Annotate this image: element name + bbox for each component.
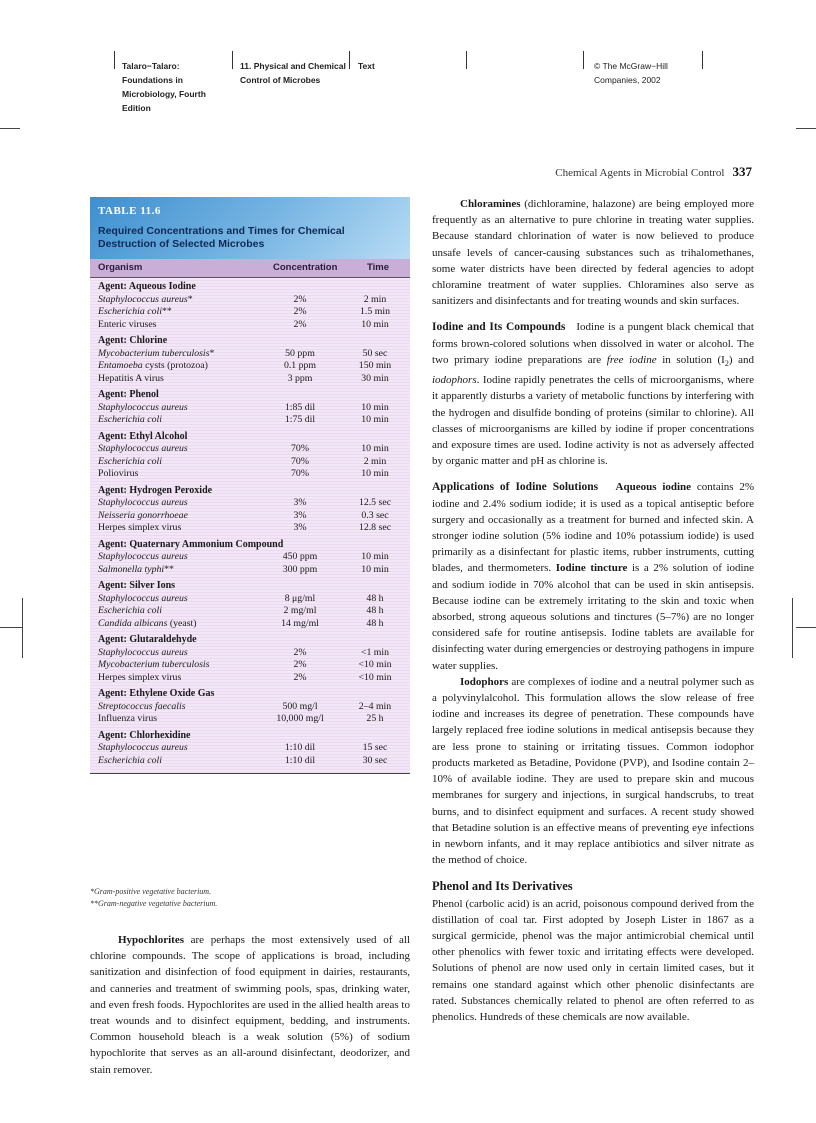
organism-name: Escherichia coli — [98, 605, 162, 616]
organism-cell — [98, 659, 209, 672]
concentration-cell: 3 ppm — [287, 372, 313, 384]
organism-name: Entamoeba — [98, 360, 143, 371]
footnote-gram-negative: **Gram-negative vegetative bacterium. — [90, 899, 218, 908]
time-cell: 10 min — [361, 468, 389, 479]
iodine-iodophors-term: iodophors — [432, 374, 477, 387]
agent-heading: Agent: Aqueous Iodine — [98, 281, 196, 292]
organism-text: ** — [161, 306, 172, 317]
time-cell: 10 min — [361, 551, 389, 562]
time-cell: 50 sec — [362, 347, 388, 359]
table-group — [90, 539, 410, 577]
agent-heading: Agent: Phenol — [98, 389, 159, 400]
page-number: 337 — [732, 164, 752, 179]
column-header-time: Time — [367, 262, 390, 273]
time-cell: 2–4 min — [358, 700, 392, 712]
organism-name: Staphylococcus aureus — [98, 742, 188, 753]
table-row — [90, 618, 410, 631]
crop-mark — [0, 627, 22, 628]
applications-paragraph — [432, 479, 754, 673]
organism-cell — [98, 593, 188, 606]
applications-heading: Applications of Iodine Solutions — [432, 481, 599, 494]
applications-text-a: contains 2% iodine and 2.4% sodium iodide; it is used as a topical antiseptic before surgery and occasionally as a treatment for burned and infected skin. A stronger iodine solution (5% iodine and 10% potassium iodide) is used primarily as a disinfectant for plastic items, rubber instruments, cutting blades, and thermometers. — [432, 481, 755, 575]
agent-heading: Agent: Hydrogen Peroxide — [98, 484, 213, 496]
table-row — [90, 564, 410, 577]
time-cell: 150 min — [358, 360, 392, 371]
table-row — [90, 319, 410, 332]
table-row — [90, 701, 410, 714]
organism-name: Mycobacterium tuberculosis — [98, 659, 210, 670]
table-row — [90, 468, 410, 481]
table-header-banner — [90, 197, 410, 259]
header-divider — [702, 51, 703, 69]
time-cell: 30 min — [361, 372, 389, 384]
time-cell: <10 min — [358, 671, 392, 683]
table-column-headers — [90, 259, 410, 278]
right-column-text — [432, 196, 754, 1025]
table-row — [90, 755, 410, 768]
concentration-cell: 450 ppm — [282, 551, 318, 562]
concentration-cell: 500 mg/l — [282, 700, 318, 712]
time-cell: 0.3 sec — [361, 509, 389, 521]
organism-name: Streptococcus faecalis — [98, 700, 186, 712]
time-cell: 12.5 sec — [358, 497, 392, 508]
time-cell: 30 sec — [362, 754, 388, 766]
time-cell: 10 min — [361, 563, 389, 575]
organism-cell — [98, 319, 157, 332]
organism-text: * — [187, 293, 193, 305]
header-copyright: © The McGraw−Hill Companies, 2002 — [594, 61, 668, 85]
table-row — [90, 294, 410, 307]
table-row — [90, 306, 410, 319]
table-row — [90, 659, 410, 672]
table-title: Required Concentrations and Times for Chemical Destruction of Selected Microbes — [98, 225, 345, 250]
organism-name: Escherichia coli — [98, 414, 162, 425]
organism-name: Candida albicans — [98, 617, 168, 629]
table-row — [90, 443, 410, 456]
table-group — [90, 634, 410, 684]
organism-name: Escherichia coli — [98, 754, 162, 766]
agent-heading: Agent: Silver Ions — [98, 580, 176, 591]
organism-name: Staphylococcus aureus — [98, 592, 188, 604]
agent-heading: Agent: Quaternary Ammonium Compound — [98, 538, 284, 550]
organism-text: cysts (protozoa) — [142, 360, 208, 371]
iodine-tincture-term: Iodine tincture — [555, 562, 628, 575]
table-row — [90, 551, 410, 564]
organism-name: Staphylococcus aureus — [98, 401, 188, 413]
crop-mark — [22, 598, 23, 658]
column-header-concentration: Concentration — [273, 262, 338, 273]
concentration-cell: 70% — [291, 468, 309, 479]
organism-text: Hepatitis A virus — [98, 372, 164, 384]
header-divider — [232, 51, 233, 69]
iodine-text-c: ) and — [728, 353, 755, 366]
concentration-cell: 3% — [293, 522, 307, 533]
table-group — [90, 688, 410, 726]
concentration-cell: 3% — [293, 509, 307, 521]
footnote-gram-positive: *Gram-positive vegetative bacterium. — [90, 887, 212, 896]
time-cell: 48 h — [366, 617, 384, 629]
time-cell: <1 min — [360, 646, 390, 658]
organism-cell — [98, 672, 181, 685]
concentration-cell: 2% — [293, 659, 307, 670]
phenol-heading-line — [432, 878, 754, 895]
organism-cell — [98, 373, 164, 386]
table-group — [90, 580, 410, 630]
organism-cell — [98, 605, 162, 618]
organism-text: Poliovirus — [98, 468, 139, 479]
organism-text: Herpes simplex virus — [98, 522, 182, 533]
organism-cell — [98, 456, 162, 469]
concentration-cell: 1:85 dil — [284, 401, 316, 413]
organism-name: Neisseria gonorrhoeae — [98, 509, 188, 521]
organism-cell — [98, 713, 157, 726]
agent-heading: Agent: Ethyl Alcohol — [98, 430, 188, 442]
organism-cell — [98, 348, 214, 361]
time-cell: 10 min — [361, 318, 389, 330]
hypochlorites-term: Hypochlorites — [118, 934, 184, 946]
table-body — [90, 278, 410, 774]
time-cell: 48 h — [366, 605, 384, 616]
iodophors-paragraph — [432, 674, 754, 868]
concentration-cell: 8 μg/ml — [284, 592, 316, 604]
concentration-cell: 1:10 dil — [284, 742, 316, 753]
table-group — [90, 730, 410, 768]
organism-cell — [98, 701, 186, 714]
organism-cell — [98, 306, 172, 319]
table-group — [90, 281, 410, 331]
organism-text: Herpes simplex virus — [98, 671, 182, 683]
table-row — [90, 593, 410, 606]
agent-heading: Agent: Chlorine — [98, 335, 168, 346]
organism-name: Staphylococcus aureus — [98, 497, 188, 508]
iodine-text-a: Iodine is a pungent black chemical that forms brown-colored solutions when dissolved in water or alcohol. The two primary iodine preparations are — [432, 321, 754, 366]
crop-mark — [792, 598, 793, 658]
iodophors-term: Iodophors — [460, 675, 509, 688]
organism-text: ** — [164, 563, 174, 575]
concentration-cell: 0.1 ppm — [283, 360, 317, 371]
crop-mark — [796, 627, 816, 628]
agent-heading: Agent: Ethylene Oxide Gas — [98, 688, 215, 699]
organism-name: Staphylococcus aureus — [98, 443, 188, 454]
organism-name: Staphylococcus aureus — [98, 551, 188, 562]
organism-cell — [98, 402, 188, 415]
concentration-cell: 10,000 mg/l — [276, 713, 324, 724]
concentration-cell: 70% — [291, 455, 309, 467]
time-cell: <10 min — [358, 659, 392, 670]
applications-text-b: is a 2% solution of iodine and sodium iodide in 70% alcohol that can be used in skin antisepsis. Because iodine can be extremely irritating to the skin and toxic when absorbed, strong aqueous solutions and tinctures (5–7%) are no longer considered safe for routine antisepsis. Iodine tablets are available for disinfecting water during emergencies or destroying pathogens in impure water supplies. — [432, 562, 754, 672]
table-row — [90, 647, 410, 660]
header-book-title: Talaro−Talaro: Foundations in Microbiology, Fourth Edition — [122, 61, 206, 113]
table-row — [90, 373, 410, 386]
concentration-cell: 50 ppm — [285, 347, 315, 359]
organism-cell — [98, 294, 193, 307]
organism-text: * — [209, 347, 215, 359]
iodine-free-term: free iodine — [606, 353, 657, 366]
crop-mark — [796, 128, 816, 129]
chloramines-text: (dichloramine, halazone) are being employed more frequently as an alternative to pure chlorine in treating water supplies. Because standard chlorination of water is now believed to produce unsafe levels of cancer-causing substances such as trihalomethanes, some water districts have been directed by federal agencies to adopt chloramine treatment of water supplies. Chloramines also serve as sanitizers and disinfectants and for treating wounds and skin surfaces. — [432, 198, 754, 308]
aqueous-iodine-term: Aqueous iodine — [615, 481, 692, 494]
time-cell: 48 h — [366, 592, 384, 604]
header-divider — [583, 51, 584, 69]
organism-cell — [98, 647, 188, 660]
time-cell: 2 min — [363, 293, 387, 305]
concentration-cell: 70% — [291, 443, 309, 454]
table-number: TABLE 11.6 — [98, 205, 161, 217]
organism-cell — [98, 618, 197, 631]
organism-name: Escherichia coli — [98, 306, 162, 317]
table-row — [90, 456, 410, 469]
table-row — [90, 713, 410, 726]
page-header — [114, 51, 703, 113]
iodophors-text: are complexes of iodine and a neutral polymer such as a polyvinylalcohol. This formulation allows the slow release of free iodine and increases its degree of penetration. These compounds have largely replaced free iodine solutions in medical antisepsis because they are less prone to staining or irritating tissues. Common iodophor products marketed as Betadine, Povidone (PVP), and Isodine contain 2–10% of available iodine. They are used to prepare skin and mucous membranes for surgery and injections, in surgical handscrubs, to treat burns, and to disinfect equipment and surfaces. A recent study showed that Betadine solution is an effective means of preventing eye infections in newborn infants, and it may replace antibiotics and silver nitrate as the method of choice. — [432, 675, 754, 867]
table-group — [90, 389, 410, 427]
time-cell: 2 min — [363, 455, 387, 467]
left-column-text — [90, 932, 410, 1078]
concentration-cell: 3% — [293, 497, 307, 508]
table-group — [90, 485, 410, 535]
concentration-cell: 1:10 dil — [284, 754, 316, 766]
header-divider — [466, 51, 467, 69]
table-row — [90, 522, 410, 535]
table-group — [90, 335, 410, 385]
organism-cell — [98, 360, 208, 373]
table-row — [90, 742, 410, 755]
table-row — [90, 605, 410, 618]
crop-mark — [0, 128, 20, 129]
table-row — [90, 360, 410, 373]
table-11-6 — [90, 197, 410, 774]
organism-cell — [98, 468, 138, 481]
organism-name: Staphylococcus aureus — [98, 293, 188, 305]
header-divider — [349, 51, 350, 69]
organism-text: (yeast) — [167, 617, 197, 629]
organism-cell — [98, 755, 162, 768]
time-cell: 10 min — [361, 414, 389, 425]
time-cell: 12.8 sec — [358, 522, 392, 533]
iodine-subscript: 2 — [724, 359, 729, 369]
organism-text: Influenza virus — [98, 713, 158, 724]
concentration-cell: 2% — [293, 671, 307, 683]
table-row — [90, 672, 410, 685]
concentration-cell: 2 mg/ml — [283, 605, 317, 616]
chloramines-paragraph — [432, 196, 754, 309]
organism-name: Escherichia coli — [98, 455, 162, 467]
concentration-cell: 14 mg/ml — [281, 617, 319, 629]
header-chapter: 11. Physical and Chemical Control of Microbes — [240, 61, 346, 85]
running-head — [555, 164, 752, 180]
organism-cell — [98, 742, 188, 755]
concentration-cell: 2% — [293, 318, 307, 330]
table-row — [90, 402, 410, 415]
agent-heading: Agent: Chlorhexidine — [98, 729, 191, 741]
table-row — [90, 348, 410, 361]
organism-cell — [98, 551, 188, 564]
concentration-cell: 2% — [293, 306, 307, 317]
table-row — [90, 414, 410, 427]
iodine-text-b: in solution (I — [656, 353, 725, 366]
concentration-cell: 2% — [293, 646, 307, 658]
table-row — [90, 510, 410, 523]
table-row — [90, 497, 410, 510]
organism-cell — [98, 510, 188, 523]
time-cell: 10 min — [361, 401, 389, 413]
table-group — [90, 431, 410, 481]
phenol-heading: Phenol and Its Derivatives — [432, 879, 573, 894]
concentration-cell: 1:75 dil — [284, 414, 316, 425]
iodine-paragraph — [432, 319, 754, 469]
header-section: Text — [358, 61, 375, 71]
hypochlorites-paragraph — [90, 932, 410, 1078]
time-cell: 10 min — [361, 443, 389, 454]
running-head-title: Chemical Agents in Microbial Control — [555, 167, 725, 179]
organism-name: Salmonella typhi — [98, 563, 165, 575]
organism-cell — [98, 414, 162, 427]
table-footnotes — [90, 886, 217, 910]
hypochlorites-text: are perhaps the most extensively used of all chlorine compounds. The scope of applications is broad, including sanitization and disinfection of food equipment in dairies, restaurants, and canneries and treatment of swimming pools, spas, drinking water, and even fresh foods. Hypochlorites are used in the allied health areas to treat wounds and to disinfect equipment, bedding, and instruments. Common household bleach is a weak solution (5%) of sodium hypochlorite that serves as an all-around disinfectant, deodorizer, and stain remover. — [90, 934, 410, 1076]
organism-text: Enteric viruses — [98, 318, 157, 330]
phenol-paragraph: Phenol (carbolic acid) is an acrid, poisonous compound derived from the distillation of coal tar. First adopted by Joseph Lister in 1867 as a surgical germicide, phenol was the major antimicrobial chemical until other phenolics with fewer toxic and irritating effects were developed. Solutions of phenol are now used only in certain limited cases, but it remains one standard against which other phenolic disinfectants are rated. Substances chemically related to phenol are often referred to as phenolics. Hundreds of these chemicals are now available. — [432, 897, 754, 1023]
concentration-cell: 300 ppm — [282, 563, 318, 575]
time-cell: 15 sec — [362, 742, 388, 753]
time-cell: 25 h — [366, 713, 384, 724]
concentration-cell: 2% — [293, 293, 307, 305]
organism-cell — [98, 497, 188, 510]
organism-name: Staphylococcus aureus — [98, 646, 188, 658]
column-header-organism: Organism — [98, 262, 143, 273]
iodine-text-d: . Iodine rapidly penetrates the cells of microorganisms, where it apparently disturbs a variety of metabolic functions by interfering with the hydrogen and disulfide bonding of proteins (similar to chlorine). All classes of microorganisms are killed by iodine if proper concentrations and exposure times are used. Iodine activity is not as adversely affected by organic matter and pH as chlorine is. — [432, 374, 754, 468]
organism-cell — [98, 522, 181, 535]
header-divider — [114, 51, 115, 69]
organism-name: Mycobacterium tuberculosis — [98, 347, 210, 359]
iodine-heading: Iodine and Its Compounds — [432, 321, 566, 334]
chloramines-term: Chloramines — [460, 198, 521, 210]
organism-cell — [98, 443, 188, 456]
time-cell: 1.5 min — [360, 306, 390, 317]
organism-cell — [98, 564, 174, 577]
agent-heading: Agent: Glutaraldehyde — [98, 634, 197, 645]
